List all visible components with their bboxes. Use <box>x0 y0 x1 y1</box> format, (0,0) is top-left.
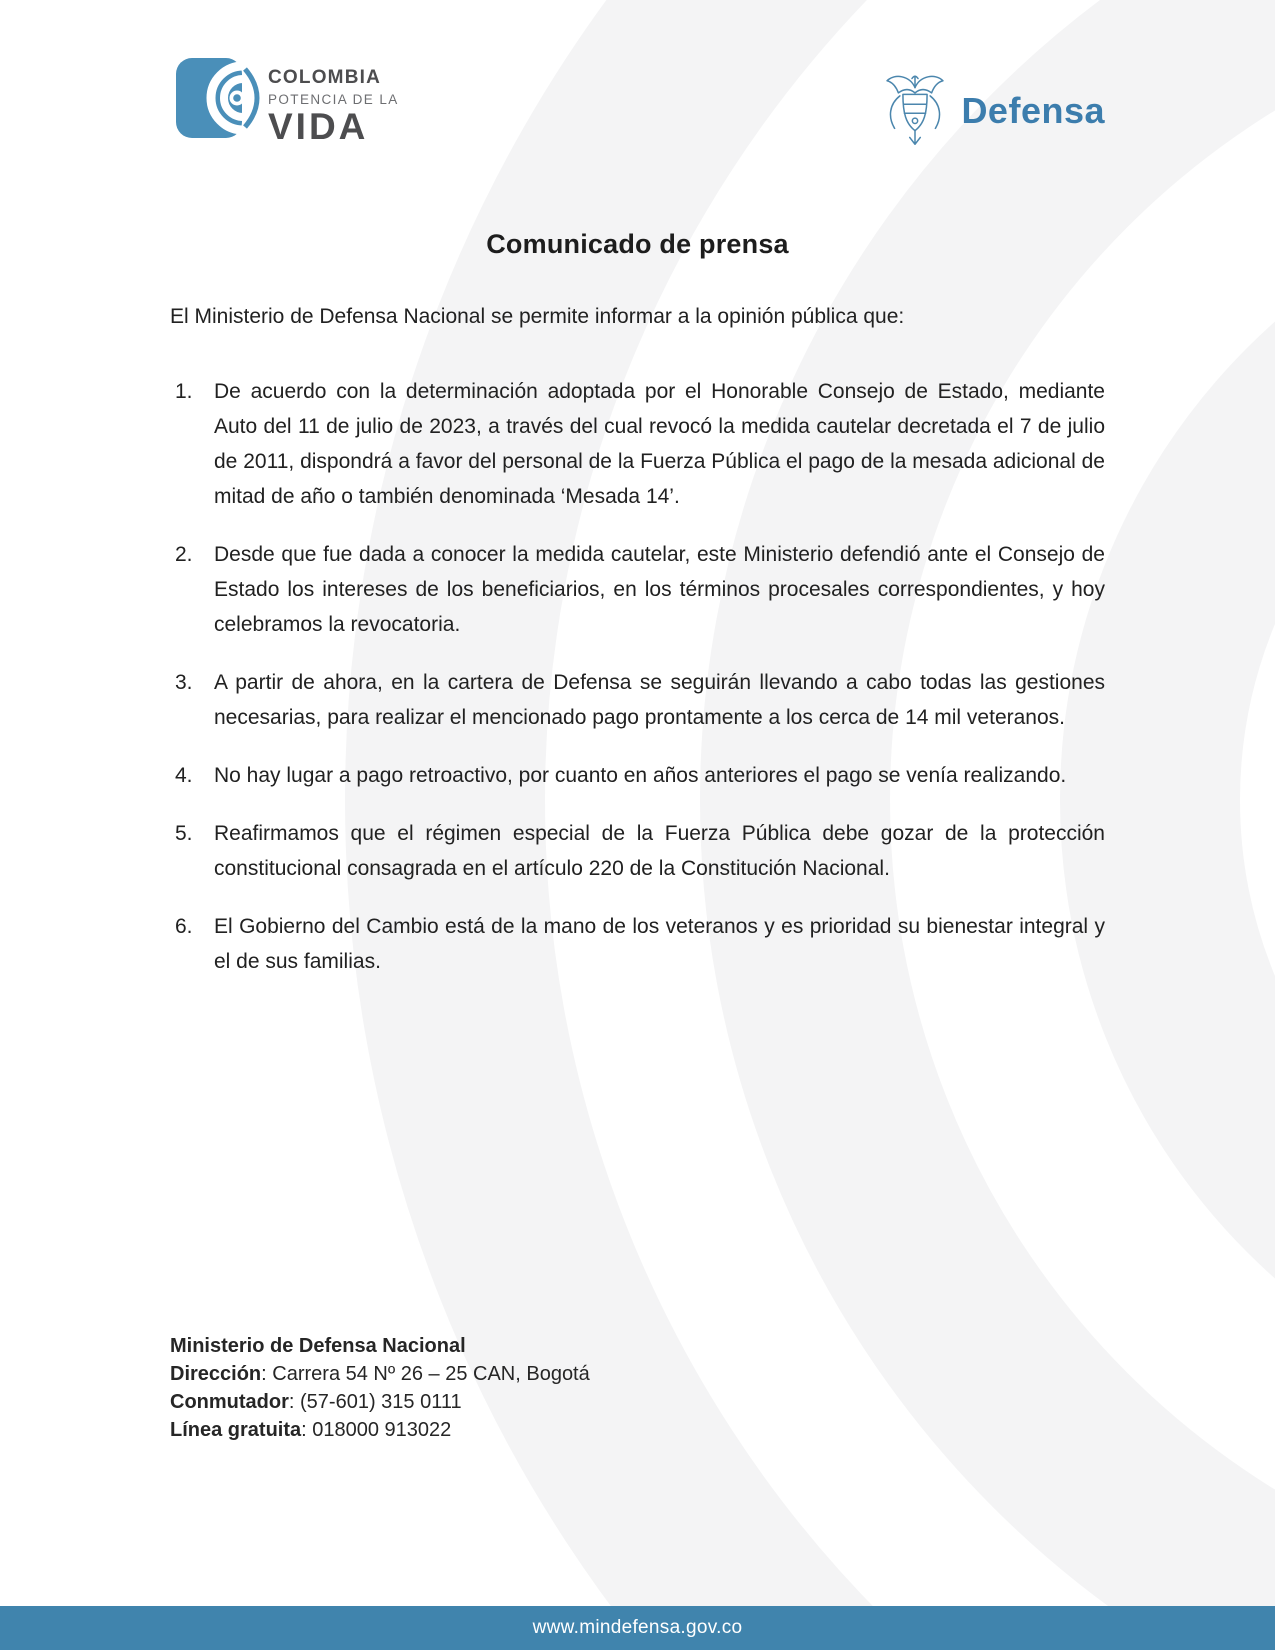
item-number: 2. <box>175 543 193 566</box>
contact-value: : Carrera 54 Nº 26 – 25 CAN, Bogotá <box>261 1363 590 1385</box>
contact-label: Línea gratuita <box>170 1419 302 1441</box>
list-item <box>175 665 1105 735</box>
item-text: El Gobierno del Cambio está de la mano de los veteranos y es prioridad su bienestar integral y el de sus familias. <box>214 915 1105 973</box>
colombia-echo-icon <box>176 58 262 145</box>
intro-paragraph: El Ministerio de Defensa Nacional se permite informar a la opinión pública que: <box>170 305 905 328</box>
item-number: 3. <box>175 671 193 694</box>
item-text: A partir de ahora, en la cartera de Defensa se seguirán llevando a cabo todas las gestiones necesarias, para realizar el mencionado pago prontamente a los cerca de 14 mil veteranos. <box>214 671 1105 729</box>
item-text: De acuerdo con la determinación adoptada por el Honorable Consejo de Estado, mediante Auto del 11 de julio de 2023, a través del cual revocó la medida cautelar decretada el 7 de julio de 2011, dispondrá a favor del personal de la Fuerza Pública el pago de la mesada adicional de mitad de año o también denominada ‘Mesada 14’. <box>214 380 1105 508</box>
item-text: Reafirmamos que el régimen especial de la Fuerza Pública debe gozar de la protección constitucional consagrada en el artículo 220 de la Constitución Nacional. <box>214 822 1105 880</box>
item-number: 6. <box>175 915 193 938</box>
vida-word: VIDA <box>268 106 369 147</box>
item-text: No hay lugar a pago retroactivo, por cuanto en años anteriores el pago se venía realizando. <box>214 764 1067 787</box>
item-number: 1. <box>175 380 193 403</box>
contact-line <box>170 1388 590 1416</box>
header <box>170 0 1105 156</box>
contact-line <box>170 1360 590 1388</box>
contact-block <box>170 1332 590 1444</box>
item-text: Desde que fue dada a conocer la medida cautelar, este Ministerio defendió ante el Consejo de Estado los intereses de los beneficiarios, en los términos procesales correspondientes, y hoy celebramos la revocatoria. <box>214 543 1105 636</box>
item-number: 4. <box>175 764 193 787</box>
contact-value: : (57-601) 315 0111 <box>288 1391 462 1413</box>
contact-label: Conmutador <box>170 1391 289 1413</box>
website-url: www.mindefensa.gov.co <box>532 1617 743 1638</box>
list-item <box>175 537 1105 642</box>
potencia-word: POTENCIA DE LA <box>268 92 399 107</box>
points-list <box>170 374 1105 979</box>
colombia-logo <box>176 58 399 145</box>
contact-value: : 018000 913022 <box>301 1419 452 1441</box>
list-item <box>175 816 1105 886</box>
contact-label: Dirección <box>170 1363 262 1385</box>
coat-of-arms-icon <box>881 66 949 156</box>
ministry-name: Ministerio de Defensa Nacional <box>170 1335 466 1357</box>
list-item <box>175 909 1105 979</box>
page-title: Comunicado de prensa <box>486 229 789 259</box>
colombia-word: COLOMBIA <box>268 67 382 88</box>
footer-bar <box>0 1606 1275 1650</box>
item-number: 5. <box>175 822 193 845</box>
defensa-wordmark: Defensa <box>961 90 1105 131</box>
list-item <box>175 374 1105 514</box>
contact-line <box>170 1416 590 1444</box>
defensa-logo <box>881 66 1105 156</box>
list-item <box>175 758 1105 793</box>
colombia-logo-text <box>268 58 399 145</box>
